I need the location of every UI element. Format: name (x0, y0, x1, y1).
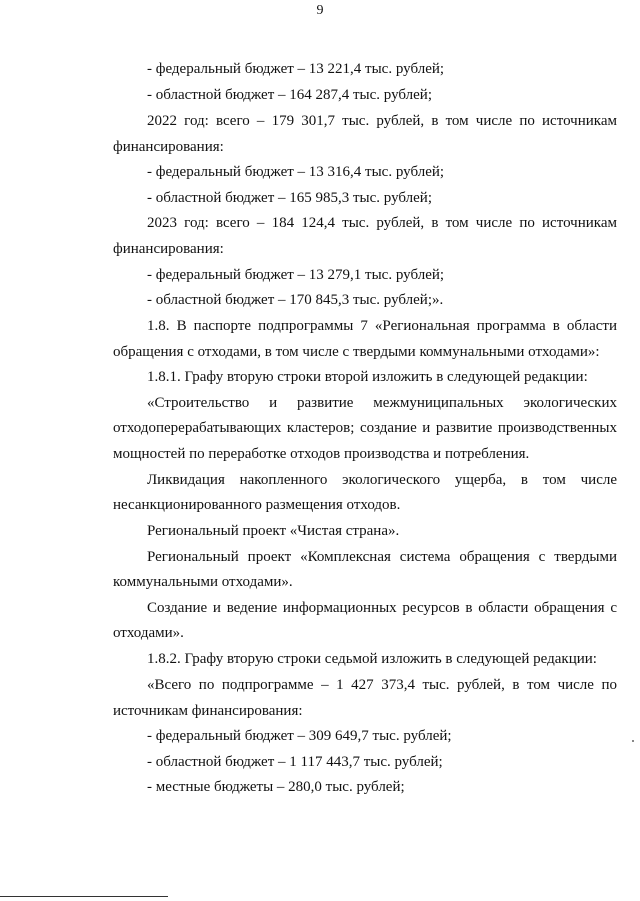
text-line: 1.8. В паспорте подпрограммы 7 «Региональная программа в области (147, 318, 617, 334)
text-line: Создание и ведение информационных ресурсов в области обращения с (147, 600, 617, 616)
text-line: 2022 год: всего – 179 301,7 тыс. рублей, в том числе по источникам (147, 113, 617, 129)
text-line: Ликвидация накопленного экологического ущерба, в том числе (147, 472, 617, 488)
footer-rule (0, 896, 168, 897)
text-line: - федеральный бюджет – 13 279,1 тыс. рублей; (147, 267, 445, 283)
text-line: «Строительство и развитие межмуниципальных экологических (147, 395, 617, 411)
text-line: отходоперерабатывающих кластеров; создание и развитие производственных (113, 420, 617, 436)
text-line: - областной бюджет – 165 985,3 тыс. рублей; (147, 190, 432, 206)
text-line: - областной бюджет – 1 117 443,7 тыс. рублей; (147, 754, 443, 770)
text-line: финансирования: (113, 241, 224, 257)
text-line: - федеральный бюджет – 13 221,4 тыс. рублей; (147, 61, 445, 77)
text-line: несанкционированного размещения отходов. (113, 497, 401, 513)
text-line: 1.8.2. Графу вторую строки седьмой изложить в следующей редакции: (147, 651, 597, 667)
text-line: - федеральный бюджет – 309 649,7 тыс. рублей; (147, 728, 452, 744)
text-line: финансирования: (113, 139, 224, 155)
page-number: 9 (316, 3, 324, 18)
text-line: источникам финансирования: (113, 703, 303, 719)
text-line: - областной бюджет – 164 287,4 тыс. рублей; (147, 87, 432, 103)
text-line: коммунальными отходами». (113, 574, 293, 590)
text-line: 1.8.1. Графу вторую строки второй изложить в следующей редакции: (147, 369, 588, 385)
text-line: - федеральный бюджет – 13 316,4 тыс. рублей; (147, 164, 445, 180)
text-line: «Всего по подпрограмме – 1 427 373,4 тыс. рублей, в том числе по (147, 677, 617, 693)
text-line: мощностей по переработке отходов производства и потребления. (113, 446, 530, 462)
text-line: Региональный проект «Комплексная система обращения с твердыми (147, 549, 617, 565)
text-line: Региональный проект «Чистая страна». (147, 523, 400, 539)
text-line: отходами». (113, 625, 184, 641)
text-line: 2023 год: всего – 184 124,4 тыс. рублей, в том числе по источникам (147, 215, 617, 231)
scan-speck (632, 740, 634, 742)
text-line: - областной бюджет – 170 845,3 тыс. рублей;». (147, 292, 444, 308)
text-line: - местные бюджеты – 280,0 тыс. рублей; (147, 779, 405, 795)
text-line: обращения с отходами, в том числе с твердыми коммунальными отходами»: (113, 344, 600, 360)
